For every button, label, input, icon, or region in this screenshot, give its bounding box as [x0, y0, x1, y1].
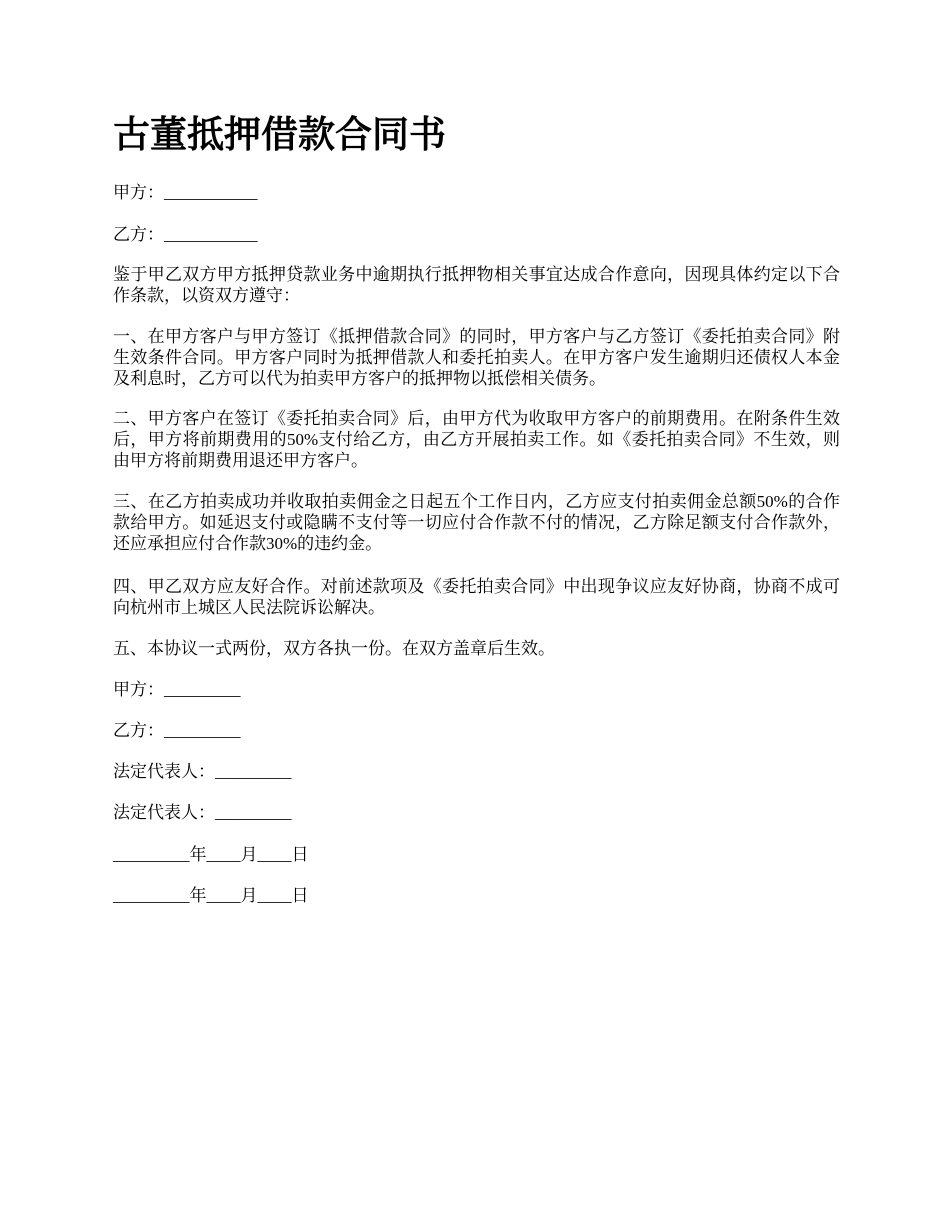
signature-party-b: 乙方：_________ — [113, 721, 241, 740]
party-a-line: 甲方：___________ — [113, 183, 258, 202]
clause-1: 一、在甲方客户与甲方签订《抵押借款合同》的同时，甲方客户与乙方签订《委托拍卖合同》附生效条件合同。甲方客户同时为抵押借款人和委托拍卖人。在甲方客户发生逾期归还债权人本金及利息时，乙方可以代为拍卖甲方客户的抵押物以抵偿相关债务。 — [113, 327, 840, 388]
clause-4: 四、甲乙双方应友好合作。对前述款项及《委托拍卖合同》中出现争议应友好协商，协商不成可向杭州市上城区人民法院诉讼解决。 — [113, 577, 840, 617]
legal-representative-1: 法定代表人：_________ — [113, 762, 292, 781]
signature-party-a: 甲方：_________ — [113, 680, 241, 699]
signature-date-1: _________年____月____日 — [113, 845, 309, 864]
clause-3: 三、在乙方拍卖成功并收取拍卖佣金之日起五个工作日内，乙方应支付拍卖佣金总额50%的合作款给甲方。如延迟支付或隐瞒不支付等一切应付合作款不付的情况，乙方除足额支付合作款外，还应承担应付合作款30%的违约金。 — [113, 492, 840, 553]
clause-2: 二、甲方客户在签订《委托拍卖合同》后，由甲方代为收取甲方客户的前期费用。在附条件生效后，甲方将前期费用的50%支付给乙方，由乙方开展拍卖工作。如《委托拍卖合同》不生效，则由甲方将前期费用退还甲方客户。 — [113, 409, 840, 470]
clause-5: 五、本协议一式两份，双方各执一份。在双方盖章后生效。 — [113, 639, 555, 658]
intro-paragraph: 鉴于甲乙双方甲方抵押贷款业务中逾期执行抵押物相关事宜达成合作意向，因现具体约定以下合作条款，以资双方遵守： — [113, 265, 840, 305]
legal-representative-2: 法定代表人：_________ — [113, 803, 292, 822]
document-title: 古董抵押借款合同书 — [113, 115, 446, 156]
signature-date-2: _________年____月____日 — [113, 886, 309, 905]
party-b-line: 乙方：___________ — [113, 225, 258, 244]
